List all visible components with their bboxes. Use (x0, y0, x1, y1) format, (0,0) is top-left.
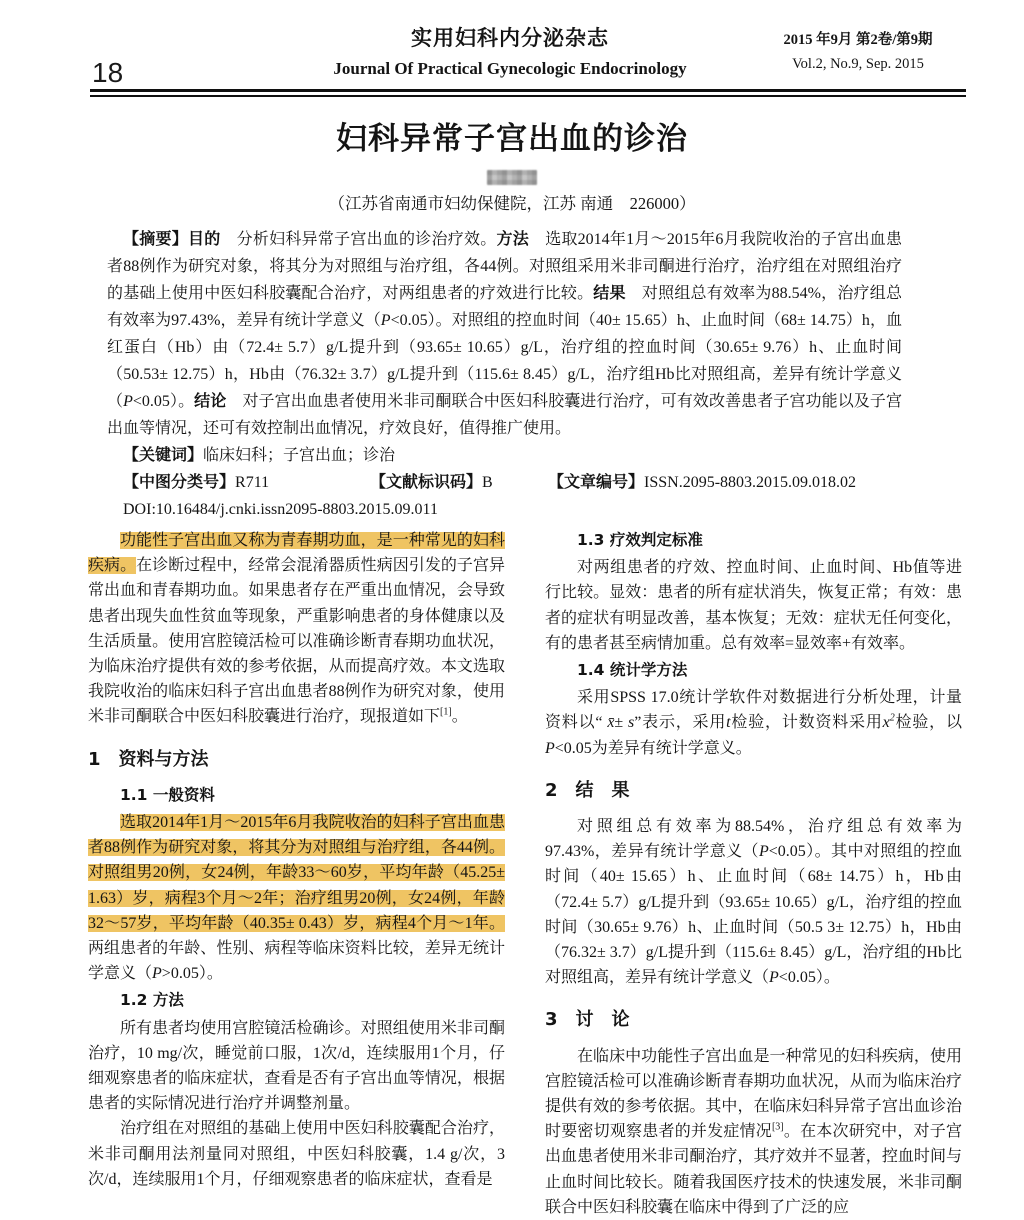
method-paragraph-1: 所有患者均使用宫腔镜活检确诊。对照组使用米非司酮治疗，10 mg/次，睡觉前口服，1次/d，连续服用1个月，仔细观察患者的临床症状，查看是否有子宫出血等情况，根据患者的实际情况进行治疗并调整剂量。 (88, 1019, 505, 1113)
section-2-heading: 2 结 果 (545, 779, 630, 801)
document-code: 【文献标识码】B (370, 474, 493, 491)
front-matter (107, 226, 902, 523)
general-data-paragraph: 选取2014年1月～2015年6月我院收治的妇科子宫出血患者88例作为研究对象，将其分为对照组与治疗组，各44例。对照组男20例，女24例，年龄33～60岁，平均年龄（45.25± 1.63）岁，病程3个月～2年；治疗组男20例，女24例，年龄32～57岁，平均年龄（40.35± 0.43）岁，病程4个月～1年。两组患者的年龄、性别、病程等临床资料比较，差异无统计学意义（P>0.05）。 (88, 814, 505, 983)
header-double-rule (90, 89, 966, 97)
clc-number: 【中图分类号】R711 (123, 474, 270, 491)
section-1-3-heading: 1.3 疗效判定标准 (577, 531, 703, 549)
article-title: 妇科异常子宫出血的诊治 (336, 121, 688, 157)
page-number: 18 (92, 57, 124, 88)
affiliation-line: （江苏省南通市妇幼保健院，江苏 南通 226000） (328, 194, 696, 213)
issue-info-en: Vol.2, No.9, Sep. 2015 (792, 56, 924, 72)
issue-info (748, 28, 968, 76)
intro-paragraph: 功能性子宫出血又称为青春期功血，是一种常见的妇科疾病。在诊断过程中，经常会混淆器质性病因引发的子宫异常出血和青春期功血。如果患者存在严重出血情况，会导致患者出现失血性贫血等现象，严重影响患者的身体健康以及生活质量。使用宫腔镜活检可以准确诊断青春期功血状况，为临床治疗提供有效的参考依据，从而提高疗效。本文选取我院收治的临床妇科子宫出血患者88例作为研究对象，使用米非司酮联合中医妇科胶囊进行治疗，现报道如下[1]。 (88, 532, 505, 726)
statistics-paragraph: 采用SPSS 17.0统计学软件对数据进行分析处理，计量资料以“ x̄± s”表示，采用t检验，计数资料采用$x^2$检验，以P<0.05为差异有统计学意义。 (545, 689, 962, 757)
page-header (0, 0, 1024, 97)
efficacy-criteria-paragraph: 对两组患者的疗效、控血时间、止血时间、Hb值等进行比较。显效：患者的所有症状消失，恢复正常；有效：患者的症状有明显改善，基本恢复；无效：症状无任何变化，有的患者甚至病情加重。总有效率=显效率+有效率。 (545, 559, 962, 652)
journal-name-cn: 实用妇科内分泌杂志 (411, 26, 609, 50)
abstract-paragraph: 【摘要】目的 分析妇科异常子宫出血的诊治疗效。方法 选取2014年1月～2015年6月我院收治的子宫出血患者88例作为研究对象，将其分为对照组与治疗组，各44例。对照组采用米非司酮进行治疗，治疗组在对照组治疗的基础上使用中医妇科胶囊配合治疗，对两组患者的疗效进行比较。结果 对照组总有效率为88.54%，治疗组总有效率为97.43%，差异有统计学意义（P<0.05）。对照组的控血时间（40± 15.65）h、止血时间（68± 14.75）h，血红蛋白（Hb）由（72.4± 5.7）g/L提升到（93.65± 10.65）g/L，治疗组的控血时间（30.65± 9.76）h、止血时间（50.53± 12.75）h，Hb由（76.32± 3.7）g/L提升到（115.6± 8.45）g/L，治疗组Hb比对照组高，差异有统计学意义（P<0.05）。结论 对子宫出血患者使用米非司酮联合中医妇科胶囊进行治疗，可有效改善患者子宫功能以及子宫出血等情况，还可有效控制出血情况，疗效良好，值得推广使用。 (107, 231, 902, 437)
section-1-2-heading: 1.2 方法 (120, 991, 184, 1010)
section-1-1-heading: 1.1 一般资料 (120, 785, 215, 804)
right-column (545, 528, 962, 1220)
issue-info-cn: 2015 年9月 第2卷/第9期 (783, 32, 933, 48)
article-body (88, 528, 962, 1220)
discussion-paragraph: 在临床中功能性子宫出血是一种常见的妇科疾病，使用宫腔镜活检可以准确诊断青春期功血状况，从而为临床治疗提供有效的参考依据。其中，在临床妇科异常子宫出血诊治时要密切观察患者的并发症情况[3]。在本次研究中，对子宫出血患者使用米非司酮治疗，其疗效并不显著，控血时间与止血时间比较长。随着我国医疗技术的快速发展，米非司酮联合中医妇科胶囊在临床中得到了广泛的应 (545, 1047, 962, 1216)
classification-line (107, 469, 902, 496)
section-3-heading: 3 讨 论 (545, 1009, 630, 1031)
journal-masthead (260, 22, 760, 79)
article-id: 【文章编号】ISSN.2095-8803.2015.09.018.02 (548, 474, 857, 491)
left-column (88, 528, 505, 1220)
author-redacted-blur (487, 170, 537, 185)
journal-name-en: Journal Of Practical Gynecologic Endocrinology (333, 59, 687, 78)
doi-line: DOI:10.16484/j.cnki.issn2095-8803.2015.09.011 (123, 501, 438, 518)
section-1-4-heading: 1.4 统计学方法 (577, 661, 688, 680)
results-paragraph: 对照组总有效率为88.54%，治疗组总有效率为97.43%，差异有统计学意义（P<0.05）。其中对照组的控血时间（40± 15.65）h、止血时间（68± 14.75）h，Hb由（72.4± 5.7）g/L提升到（93.65± 10.65）g/L，治疗组的控血时间（30.65± 9.76）h、止血时间（50.5 3± 12.75）h，Hb由（76.32± 3.7）g/L提升到（115.6± 8.45）g/L，治疗组的Hb比对照组高，差异有统计学意义（P<0.05）。 (545, 818, 962, 987)
method-paragraph-2: 治疗组在对照组的基础上使用中医妇科胶囊配合治疗，米非司酮用法剂量同对照组，中医妇科胶囊，1.4 g/次，3次/d，连续服用1个月，仔细观察患者的临床症状，查看是 (88, 1120, 505, 1188)
keywords-line: 【关键词】临床妇科；子宫出血；诊治 (123, 447, 396, 464)
section-1-heading: 1 资料与方法 (88, 748, 209, 770)
